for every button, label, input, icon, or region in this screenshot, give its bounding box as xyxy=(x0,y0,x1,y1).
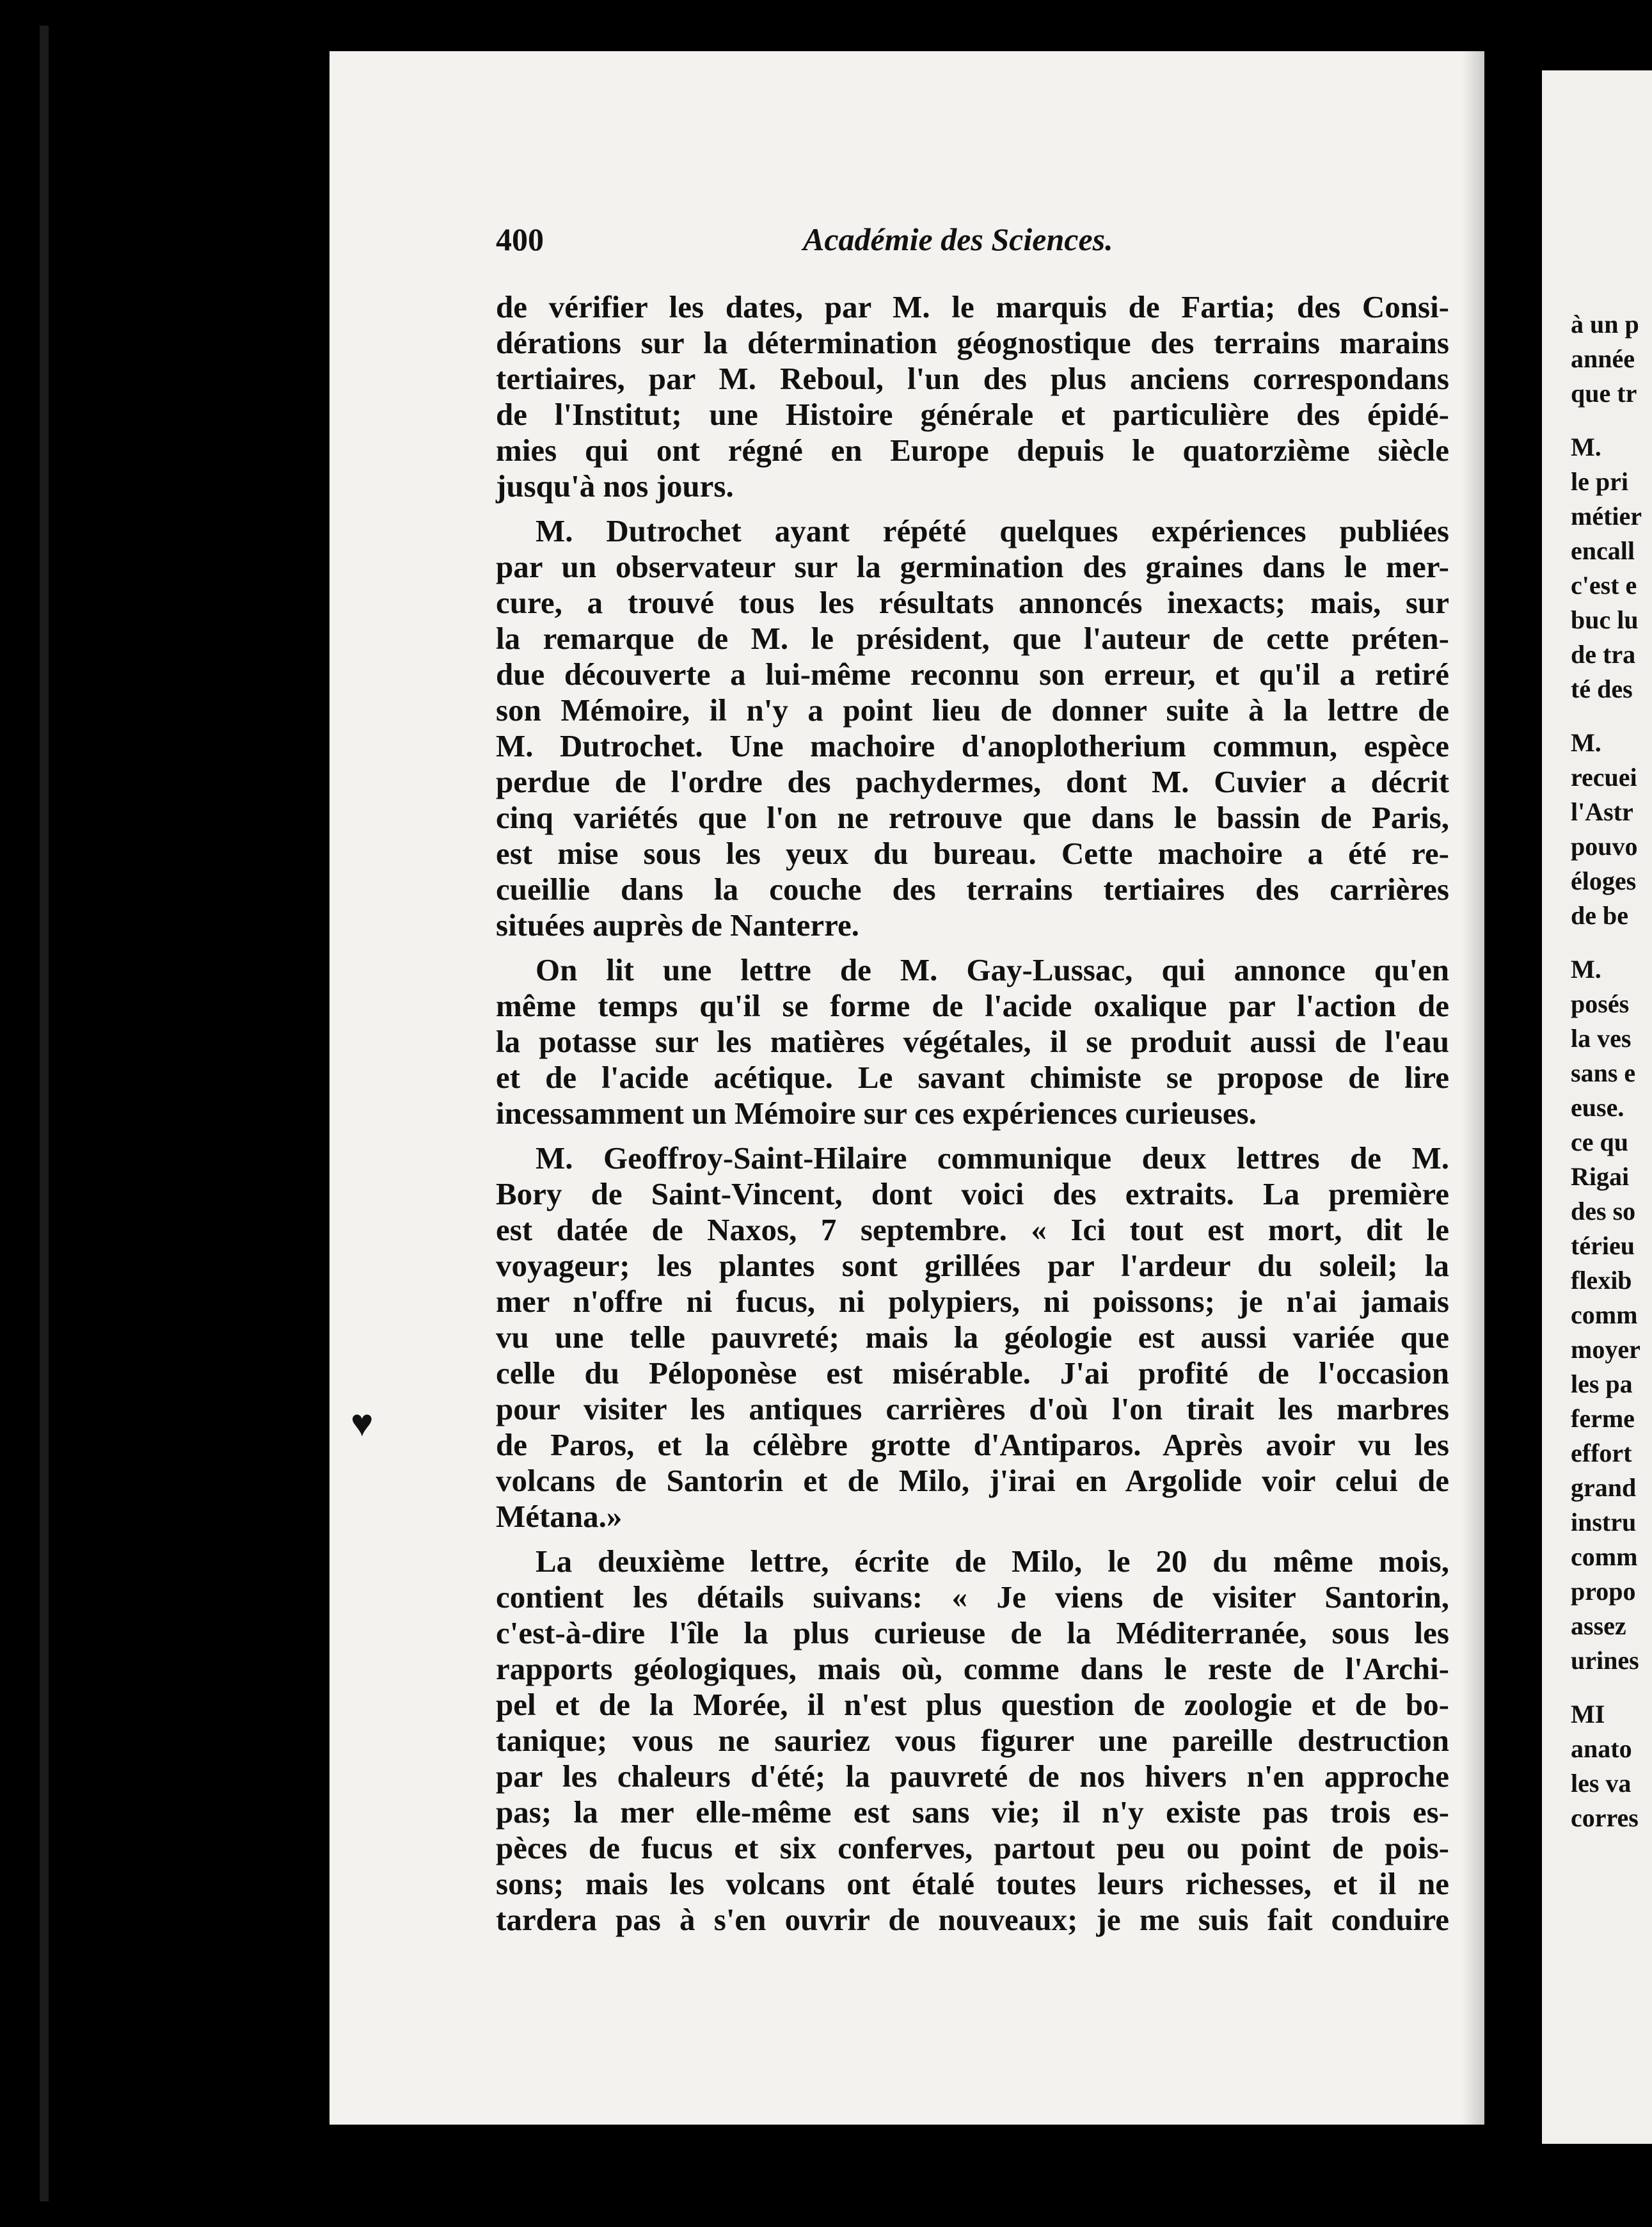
text-line: tertiaires, par M. Reboul, l'un des plus anciens correspondans xyxy=(496,361,1449,396)
facing-page-line: flexib xyxy=(1571,1266,1632,1295)
facing-page-line xyxy=(1571,411,1652,430)
facing-page-line: l'Astr xyxy=(1571,797,1633,826)
facing-page-line xyxy=(1571,1678,1652,1697)
facing-page-line xyxy=(1571,706,1652,726)
text-line: pel et de la Morée, il n'est plus question de zoologie et de bo- xyxy=(496,1687,1449,1722)
facing-page-line: comm xyxy=(1571,1300,1638,1329)
text-line: même temps qu'il se forme de l'acide oxalique par l'action de xyxy=(496,988,1449,1023)
facing-page-line: comm xyxy=(1571,1542,1638,1571)
text-line: cueillie dans la couche des terrains tertiaires des carrières xyxy=(496,872,1449,907)
facing-page-line: que tr xyxy=(1571,379,1637,408)
facing-page-line: métier xyxy=(1571,502,1642,531)
text-line: par un observateur sur la germination des graines dans le mer- xyxy=(496,549,1449,584)
paragraph-gap xyxy=(496,1131,1449,1140)
facing-page-line: les va xyxy=(1571,1769,1632,1798)
text-line: On lit une lettre de M. Gay-Lussac, qui annonce qu'en xyxy=(536,952,1449,987)
body-text xyxy=(496,289,1449,1938)
page-number: 400 xyxy=(496,221,544,257)
text-line: de vérifier les dates, par M. le marquis de Fartia; des Consi- xyxy=(496,289,1449,324)
text-line: est datée de Naxos, 7 septembre. « Ici tout est mort, dit le xyxy=(496,1212,1449,1247)
text-line: La deuxième lettre, écrite de Milo, le 20 du même mois, xyxy=(536,1544,1449,1579)
facing-page-line: térieu xyxy=(1571,1231,1635,1260)
facing-page-line: ce qu xyxy=(1571,1128,1628,1156)
text-line: la potasse sur les matières végétales, il se produit aussi de l'eau xyxy=(496,1024,1449,1059)
ink-blot-icon: ♥ xyxy=(351,1402,374,1444)
text-line: est mise sous les yeux du bureau. Cette machoire a été re- xyxy=(496,836,1449,871)
text-line: incessamment un Mémoire sur ces expériences curieuses. xyxy=(496,1096,1257,1131)
text-line: sons; mais les volcans ont étalé toutes leurs richesses, et il ne xyxy=(496,1866,1449,1901)
facing-page-line: corres xyxy=(1571,1803,1639,1832)
facing-page-line: le pri xyxy=(1571,467,1628,496)
text-line: par les chaleurs d'été; la pauvreté de nos hivers n'en approche xyxy=(496,1759,1449,1794)
text-line: rapports géologiques, mais où, comme dans le reste de l'Archi- xyxy=(496,1651,1449,1686)
facing-page-line: moyer xyxy=(1571,1335,1640,1364)
facing-page-line: les pa xyxy=(1571,1369,1633,1398)
text-line: de l'Institut; une Histoire générale et particulière des épidé- xyxy=(496,397,1449,432)
text-line: mies qui ont régné en Europe depuis le quatorzième siècle xyxy=(496,433,1449,468)
text-line: son Mémoire, il n'y a point lieu de donner suite à la lettre de xyxy=(496,692,1449,728)
paragraph-gap xyxy=(496,943,1449,952)
facing-page-line: M. xyxy=(1571,955,1601,984)
facing-page-line: propo xyxy=(1571,1577,1636,1606)
facing-page-line: la ves xyxy=(1571,1024,1632,1053)
facing-page-line: anato xyxy=(1571,1734,1632,1763)
facing-page-line: à un p xyxy=(1571,310,1639,339)
text-line: M. Dutrochet ayant répété quelques expériences publiées xyxy=(536,513,1449,548)
facing-page-line: té des xyxy=(1571,674,1633,703)
text-line: de Paros, et la célèbre grotte d'Antiparos. Après avoir vu les xyxy=(496,1427,1449,1462)
facing-page-line: de be xyxy=(1571,901,1628,930)
facing-page-text xyxy=(1571,307,1652,1835)
facing-page-line: des so xyxy=(1571,1197,1636,1225)
facing-page-line: euse. xyxy=(1571,1093,1624,1122)
text-line: Bory de Saint-Vincent, dont voici des extraits. La première xyxy=(496,1176,1449,1211)
film-edge xyxy=(40,26,49,2201)
paragraph-gap xyxy=(496,504,1449,513)
facing-page-line: buc lu xyxy=(1571,605,1639,634)
text-line: volcans de Santorin et de Milo, j'irai en Argolide voir celui de xyxy=(496,1463,1449,1498)
running-title: Académie des Sciences. xyxy=(803,221,1113,257)
facing-page-line: pouvo xyxy=(1571,832,1638,861)
text-line: cure, a trouvé tous les résultats annoncés inexacts; mais, sur xyxy=(496,585,1449,620)
facing-page-line: effort xyxy=(1571,1439,1632,1467)
text-line: jusqu'à nos jours. xyxy=(496,468,734,504)
facing-page-line: de tra xyxy=(1571,640,1636,669)
text-line: celle du Péloponèse est misérable. J'ai profité de l'occasion xyxy=(496,1355,1449,1391)
facing-page-line: recuei xyxy=(1571,763,1637,792)
text-line: M. Geoffroy-Saint-Hilaire communique deux lettres de M. xyxy=(536,1140,1449,1176)
text-line: perdue de l'ordre des pachydermes, dont M. Cuvier a décrit xyxy=(496,764,1449,799)
text-line: tardera pas à s'en ouvrir de nouveaux; je me suis fait conduire xyxy=(496,1902,1449,1937)
facing-page-line: assez xyxy=(1571,1611,1626,1640)
facing-page-line: grand xyxy=(1571,1473,1637,1502)
text-line: c'est-à-dire l'île la plus curieuse de la Méditerranée, sous les xyxy=(496,1615,1449,1650)
facing-page-line: M. xyxy=(1571,433,1601,461)
facing-page-line: sans e xyxy=(1571,1058,1636,1087)
facing-page xyxy=(1542,70,1652,2144)
text-line: et de l'acide acétique. Le savant chimiste se propose de lire xyxy=(496,1060,1449,1095)
text-line: vu une telle pauvreté; mais la géologie est aussi variée que xyxy=(496,1320,1449,1355)
text-line: cinq variétés que l'on ne retrouve que dans le bassin de Paris, xyxy=(496,800,1449,835)
paragraph-gap xyxy=(496,1535,1449,1544)
facing-page-line: MI xyxy=(1571,1700,1605,1728)
text-line: pour visiter les antiques carrières d'où l'on tirait les marbres xyxy=(496,1391,1449,1426)
text-line: voyageur; les plantes sont grillées par l'ardeur du soleil; la xyxy=(496,1248,1449,1283)
facing-page-line: ferme xyxy=(1571,1404,1635,1433)
text-line: dérations sur la détermination géognostique des terrains marains xyxy=(496,325,1449,360)
facing-page-line: urines xyxy=(1571,1646,1639,1675)
text-line: due découverte a lui-même reconnu son erreur, et qu'il a retiré xyxy=(496,657,1449,692)
text-line: tanique; vous ne sauriez vous figurer une pareille destruction xyxy=(496,1723,1449,1758)
gutter-shadow xyxy=(1462,51,1520,2125)
text-line: Métana.» xyxy=(496,1499,623,1534)
facing-page-line: encall xyxy=(1571,536,1635,565)
text-line: M. Dutrochet. Une machoire d'anoplotherium commun, espèce xyxy=(496,728,1449,763)
text-line: la remarque de M. le président, que l'auteur de cette préten- xyxy=(496,621,1449,656)
facing-page-line: année xyxy=(1571,344,1635,373)
facing-page-line: instru xyxy=(1571,1508,1637,1537)
running-head xyxy=(496,221,1449,266)
facing-page-line: Rigai xyxy=(1571,1162,1630,1191)
text-line: situées auprès de Nanterre. xyxy=(496,907,859,943)
facing-page-line: c'est e xyxy=(1571,571,1637,600)
facing-page-line: posés xyxy=(1571,989,1630,1018)
facing-page-line xyxy=(1571,933,1652,952)
text-line: pas; la mer elle-même est sans vie; il n'y existe pas trois es- xyxy=(496,1794,1449,1830)
text-line: contient les détails suivans: « Je viens de visiter Santorin, xyxy=(496,1579,1449,1615)
text-line: mer n'offre ni fucus, ni polypiers, ni poissons; je n'ai jamais xyxy=(496,1284,1449,1319)
text-line: pèces de fucus et six conferves, partout peu ou point de pois- xyxy=(496,1830,1449,1865)
facing-page-line: M. xyxy=(1571,728,1601,757)
facing-page-line: éloges xyxy=(1571,866,1637,895)
